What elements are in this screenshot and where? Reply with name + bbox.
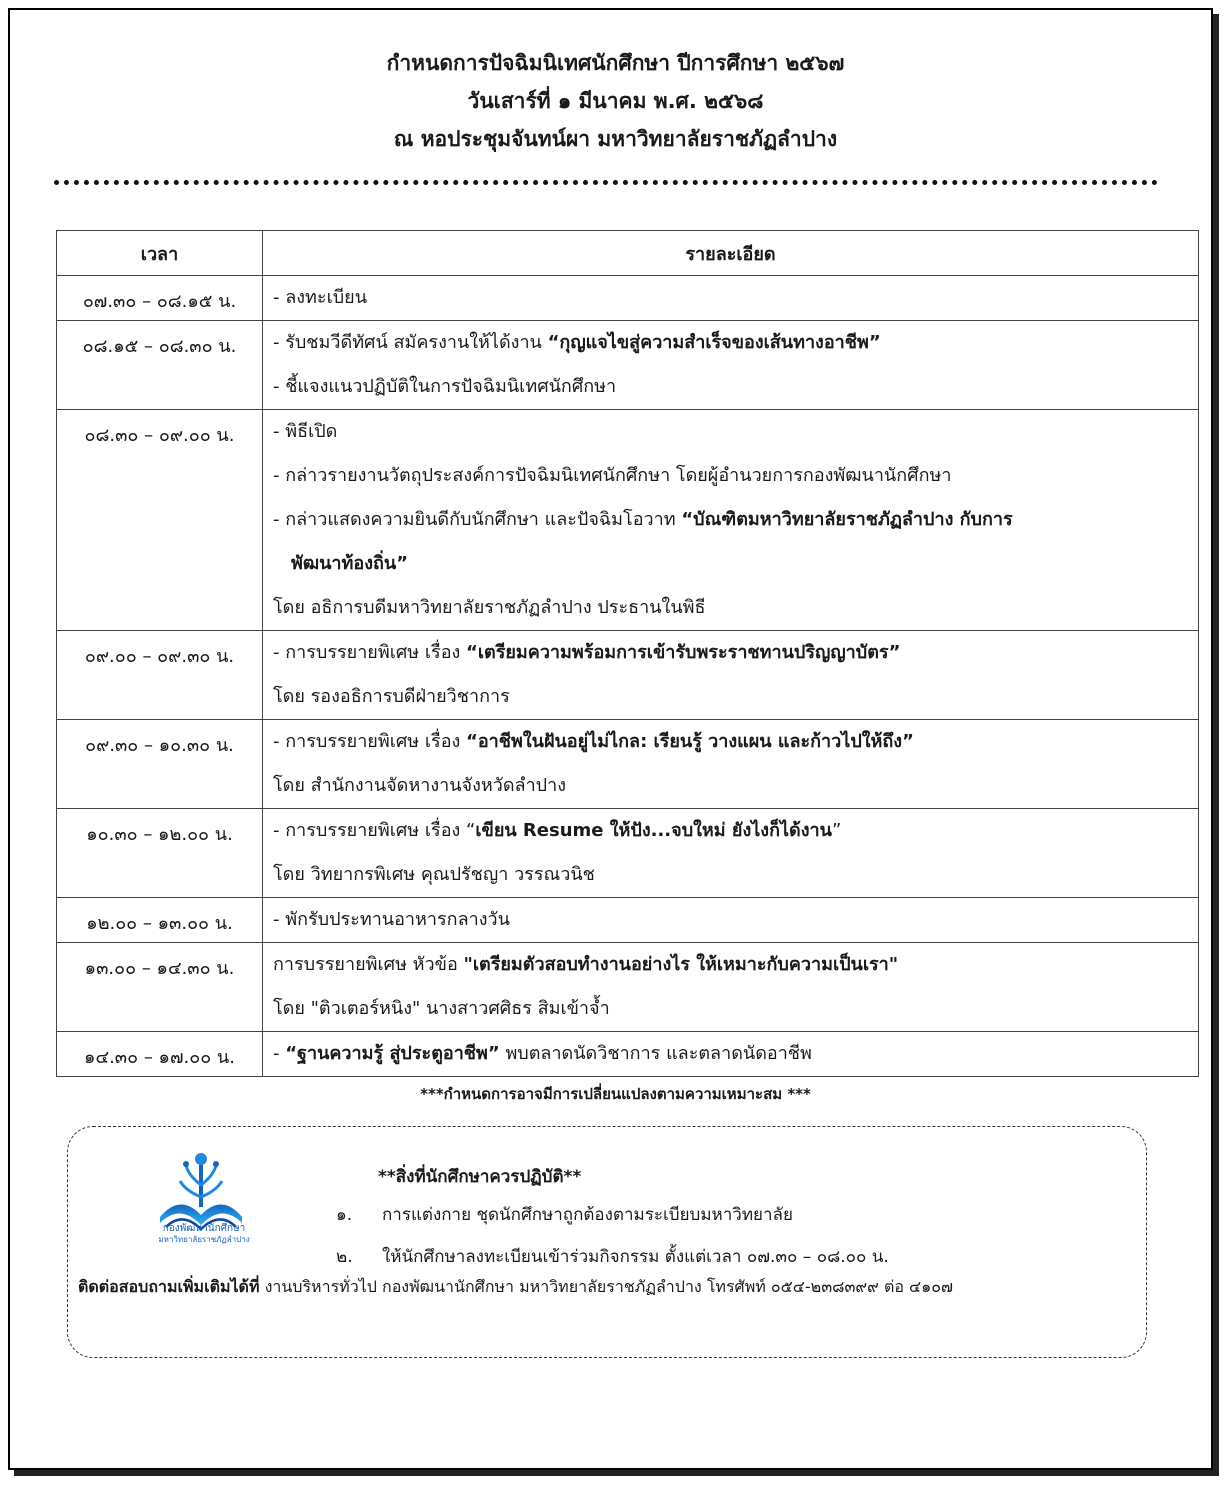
detail-text: โดย วิทยากรพิเศษ คุณปรัชญา วรรณวนิช: [273, 864, 595, 885]
schedule-time: ๑๒.๐๐ – ๑๓.๐๐ น.: [57, 898, 263, 943]
detail-line: [273, 631, 1188, 675]
rule-text: การแต่งกาย ชุดนักศึกษาถูกต้องตามระเบียบมหาวิทยาลัย: [382, 1205, 793, 1225]
rule-number: ๒.: [336, 1247, 353, 1267]
schedule-header-row: [57, 231, 1199, 276]
detail-text: -: [273, 1043, 286, 1064]
schedule-time: ๐๗.๓๐ – ๐๘.๑๕ น.: [57, 276, 263, 321]
dotted-divider: [54, 180, 1158, 185]
detail-line: [273, 809, 1188, 853]
schedule-detail: [263, 1032, 1199, 1077]
detail-text: - กล่าวรายงานวัตถุประสงค์การปัจฉิมนิเทศนักศึกษา โดยผู้อำนวยการกองพัฒนานักศึกษา: [273, 465, 952, 486]
detail-line: [273, 586, 1188, 630]
rule-item: [336, 1201, 793, 1228]
detail-line: [273, 987, 1188, 1031]
logo-text-main: กองพัฒนานักศึกษา: [162, 1223, 246, 1234]
schedule-detail: [263, 276, 1199, 321]
detail-highlight: "เตรียมตัวสอบทำงานอย่างไร ให้เหมาะกับความเป็นเรา": [463, 954, 899, 975]
detail-line: [273, 542, 1188, 586]
schedule-detail: [263, 898, 1199, 943]
rule-item: [336, 1243, 889, 1270]
detail-text: - พักรับประทานอาหารกลางวัน: [273, 909, 510, 930]
schedule-row: [57, 720, 1199, 809]
detail-text: - การบรรยายพิเศษ เรื่อง “: [273, 820, 476, 841]
document-header: [10, 48, 1221, 162]
detail-line: [273, 943, 1188, 987]
detail-text: การบรรยายพิเศษ หัวข้อ: [273, 954, 464, 975]
detail-text: โดย อธิการบดีมหาวิทยาลัยราชภัฏลำปาง ประธานในพิธี: [273, 597, 706, 618]
contact-label: ติดต่อสอบถามเพิ่มเติมได้ที่: [78, 1277, 260, 1296]
detail-line: [273, 410, 1188, 454]
detail-text-tail: พบตลาดนัดวิชาการ และตลาดนัดอาชีพ: [499, 1043, 812, 1064]
schedule-row: [57, 809, 1199, 898]
detail-highlight: “บัณฑิตมหาวิทยาลัยราชภัฏลำปาง กับการ: [681, 509, 1013, 530]
detail-line: [273, 365, 1188, 409]
schedule-time: ๐๙.๐๐ – ๐๙.๓๐ น.: [57, 631, 263, 720]
detail-line: [273, 853, 1188, 897]
schedule-row: [57, 943, 1199, 1032]
detail-line: [273, 454, 1188, 498]
detail-highlight: พัฒนาท้องถิ่น”: [291, 553, 409, 574]
schedule-time: ๑๓.๐๐ – ๑๔.๓๐ น.: [57, 943, 263, 1032]
detail-text: - กล่าวแสดงความยินดีกับนักศึกษา และปัจฉิมโอวาท: [273, 509, 682, 530]
schedule-time: ๑๐.๓๐ – ๑๒.๐๐ น.: [57, 809, 263, 898]
detail-line: [273, 720, 1188, 764]
detail-text: - พิธีเปิด: [273, 421, 338, 442]
contact-info: [78, 1275, 953, 1300]
header-date: วันเสาร์ที่ ๑ มีนาคม พ.ศ. ๒๕๖๘: [467, 89, 764, 113]
rule-number: ๑.: [336, 1205, 353, 1225]
rules-title: **สิ่งที่นักศึกษาควรปฏิบัติ**: [378, 1167, 582, 1187]
detail-text: - การบรรยายพิเศษ เรื่อง: [273, 642, 467, 663]
detail-line: [273, 675, 1188, 719]
detail-text-tail: ”: [831, 820, 842, 841]
schedule-time: ๑๔.๓๐ – ๑๗.๐๐ น.: [57, 1032, 263, 1077]
schedule-time: ๐๘.๑๕ – ๐๘.๓๐ น.: [57, 321, 263, 410]
rule-text: ให้นักศึกษาลงทะเบียนเข้าร่วมกิจกรรม ตั้งแต่เวลา ๐๗.๓๐ – ๐๘.๐๐ น.: [382, 1247, 889, 1267]
detail-text: โดย "ติวเตอร์หนิง" นางสาวศศิธร สิมเข้าจ้ำ: [273, 998, 610, 1019]
schedule-row: [57, 1032, 1199, 1077]
detail-line: [273, 498, 1188, 542]
schedule-time: ๐๙.๓๐ – ๑๐.๓๐ น.: [57, 720, 263, 809]
schedule-detail: [263, 809, 1199, 898]
detail-line: [273, 764, 1188, 808]
change-note: ***กำหนดการอาจมีการเปลี่ยนแปลงตามความเหมาะสม ***: [420, 1085, 811, 1103]
schedule-detail: [263, 410, 1199, 631]
detail-highlight: “เตรียมความพร้อมการเข้ารับพระราชทานปริญญาบัตร”: [466, 642, 901, 663]
schedule-detail: [263, 943, 1199, 1032]
column-header-detail: รายละเอียด: [263, 231, 1199, 276]
detail-text: โดย รองอธิการบดีฝ่ายวิชาการ: [273, 686, 510, 707]
info-box: [67, 1126, 1147, 1358]
schedule-detail: [263, 720, 1199, 809]
detail-line: [273, 1032, 1188, 1076]
detail-text: - ชี้แจงแนวปฏิบัติในการปัจฉิมนิเทศนักศึกษา: [273, 376, 617, 397]
detail-highlight: “กุญแจไขสู่ความสำเร็จของเส้นทางอาชีพ”: [547, 332, 881, 353]
schedule-body: [57, 276, 1199, 1077]
detail-highlight: “ฐานความรู้ สู่ประตูอาชีพ”: [285, 1043, 500, 1064]
logo-caption: [144, 1223, 264, 1245]
schedule-time: ๐๘.๓๐ – ๐๙.๐๐ น.: [57, 410, 263, 631]
schedule-row: [57, 898, 1199, 943]
schedule-detail: [263, 631, 1199, 720]
document-page: [8, 8, 1213, 1470]
header-title: กำหนดการปัจฉิมนิเทศนักศึกษา ปีการศึกษา ๒๕๖๗: [386, 51, 845, 75]
detail-text: - การบรรยายพิเศษ เรื่อง: [273, 731, 467, 752]
contact-text: งานบริหารทั่วไป กองพัฒนานักศึกษา มหาวิทยาลัยราชภัฏลำปาง โทรศัพท์ ๐๕๔-๒๓๘๓๙๙ ต่อ ๔๑๐๗: [259, 1277, 954, 1296]
schedule-row: [57, 631, 1199, 720]
schedule-detail: [263, 321, 1199, 410]
schedule-row: [57, 410, 1199, 631]
detail-text: โดย สำนักงานจัดหางานจังหวัดลำปาง: [273, 775, 566, 796]
schedule-row: [57, 321, 1199, 410]
schedule-row: [57, 276, 1199, 321]
detail-line: [273, 321, 1188, 365]
schedule-table: [56, 230, 1199, 1077]
detail-line: [273, 898, 1188, 942]
column-header-time: เวลา: [57, 231, 263, 276]
logo-text-sub: มหาวิทยาลัยราชภัฏลำปาง: [158, 1235, 250, 1244]
detail-highlight: เขียน Resume ให้ปัง...จบใหม่ ยังไงก็ได้งาน: [475, 820, 832, 841]
detail-text: - ลงทะเบียน: [273, 287, 367, 308]
header-venue: ณ หอประชุมจันทน์ผา มหาวิทยาลัยราชภัฏลำปาง: [393, 127, 838, 151]
detail-highlight: “อาชีพในฝันอยู่ไม่ไกล: เรียนรู้ วางแผน และก้าวไปให้ถึง”: [466, 731, 914, 752]
detail-line: [273, 276, 1188, 320]
detail-text: - รับชมวีดีทัศน์ สมัครงานให้ได้งาน: [273, 332, 548, 353]
